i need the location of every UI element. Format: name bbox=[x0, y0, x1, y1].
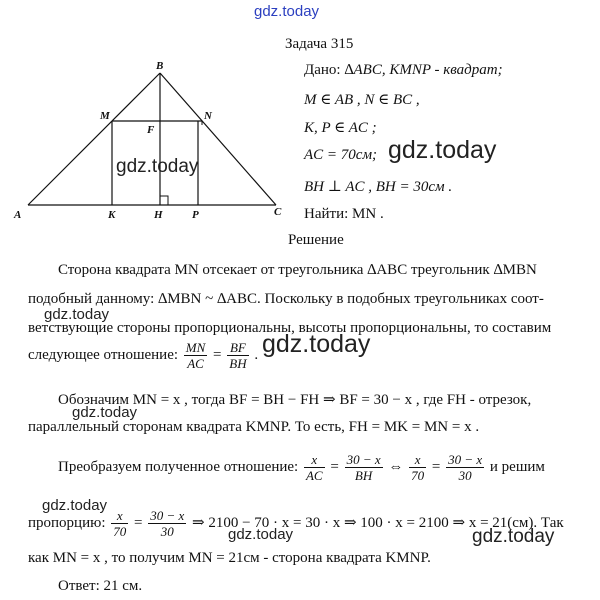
solution-heading: Решение bbox=[288, 232, 344, 248]
triangle-figure bbox=[10, 55, 300, 230]
given-line-1 bbox=[304, 62, 503, 79]
fraction-x-70: $\frac{x}{70}$ bbox=[411, 452, 425, 483]
watermark-p4c: gdz.today bbox=[472, 526, 555, 547]
watermark-p1: gdz.today bbox=[44, 306, 110, 323]
right-angle-mark bbox=[160, 196, 168, 205]
solution-p4-row: пропорцию: $\frac{x}{70}$ = $\frac{30 - x}{30}$ ⇒ 2100 − 70 · x = 30 · x ⇒ 100 · x = 2100 ⇒ x = 21(см). Так bbox=[28, 508, 564, 539]
answer: Ответ: 21 см. bbox=[58, 578, 143, 594]
solution-p1a: Сторона квадрата MN отсекает от треугольника ∆ABC треугольник ∆MBN bbox=[58, 262, 537, 278]
solution-p2b: параллельный сторонам квадрата KMNP. То есть, FH = MK = MN = x . bbox=[28, 419, 480, 435]
fraction-mn-ac: $\frac{MN}{AC}$ bbox=[185, 340, 206, 371]
solution-p1c: ветствующие стороны пропорциональны, высоты пропорциональны, то составим bbox=[28, 320, 552, 336]
label-k: K bbox=[108, 209, 116, 221]
solution-p3-row: Преобразуем полученное отношение: $\frac{x}{AC}$ = $\frac{30 - x}{BH}$ ⇔ $\frac{x}{70}$ = $\frac{30 - x}{30}$ и решим bbox=[58, 452, 545, 483]
given-line-2: M ∈ AB , N ∈ BC , bbox=[304, 92, 420, 108]
fraction-prop-30x-30: $\frac{30 - x}{30}$ bbox=[150, 508, 185, 539]
given-line-3: K, P ∈ AC ; bbox=[304, 120, 377, 136]
task-title: Задача 315 bbox=[285, 36, 354, 52]
watermark-p4b: gdz.today bbox=[228, 526, 294, 543]
fraction-bf-bh: $\frac{BF}{BH}$ bbox=[229, 340, 247, 371]
side-bc bbox=[160, 73, 276, 205]
label-n: N bbox=[204, 110, 212, 122]
solution-p1b: подобный данному: ∆MBN ~ ∆ABC. Поскольку в подобных треугольниках соот- bbox=[28, 291, 544, 307]
label-c: C bbox=[274, 206, 282, 218]
solution-p3b: и решим bbox=[489, 458, 545, 475]
fraction-30x-bh: $\frac{30 - x}{BH}$ bbox=[346, 452, 381, 483]
watermark-p1d: gdz.today bbox=[262, 330, 371, 358]
watermark-figure: gdz.today bbox=[116, 156, 199, 177]
solution-p1d: следующее отношение: bbox=[28, 346, 179, 363]
fraction-prop-x-70: $\frac{x}{70}$ bbox=[113, 508, 127, 539]
solution-p4a: пропорцию: bbox=[28, 514, 106, 531]
solution-p2a: Обозначим MN = x , тогда BF = BH − FH ⇒ BF = 30 − x , где FH - отрезок, bbox=[58, 392, 532, 408]
fraction-x-ac: $\frac{x}{AC}$ bbox=[305, 452, 323, 483]
label-m: M bbox=[100, 110, 110, 122]
side-ab bbox=[28, 73, 160, 205]
watermark-given: gdz.today bbox=[388, 136, 497, 164]
solution-p4b: ⇒ 2100 − 70 · x = 30 · x ⇒ 100 · x = 2100 ⇒ x = 21(см). Так bbox=[192, 514, 564, 531]
label-p: P bbox=[192, 209, 199, 221]
label-h: H bbox=[154, 209, 163, 221]
watermark-p2: gdz.today bbox=[72, 404, 138, 421]
label-b: B bbox=[156, 60, 164, 72]
solution-p5: как MN = x , то получим MN = 21см - сторона квадрата KMNP. bbox=[28, 550, 431, 566]
label-f: F bbox=[147, 124, 155, 136]
label-a: A bbox=[14, 209, 22, 221]
solution-p1d-row: следующее отношение: $\frac{MN}{AC}$ = $\frac{BF}{BH}$ . bbox=[28, 340, 259, 371]
given-label: Дано: bbox=[304, 62, 341, 78]
fraction-30x-30: $\frac{30 - x}{30}$ bbox=[448, 452, 483, 483]
watermark-p4: gdz.today bbox=[42, 497, 108, 514]
given-line-4: AC = 70см; bbox=[304, 147, 378, 163]
given-find: Найти: MN . bbox=[304, 206, 384, 222]
given-l1: ∆ABC, KMNP - квадрат; bbox=[344, 62, 503, 78]
watermark-top: gdz.today bbox=[254, 3, 320, 20]
solution-p3a: Преобразуем полученное отношение: bbox=[58, 458, 299, 475]
given-line-5: BH ⊥ AC , BH = 30см . bbox=[304, 179, 453, 195]
